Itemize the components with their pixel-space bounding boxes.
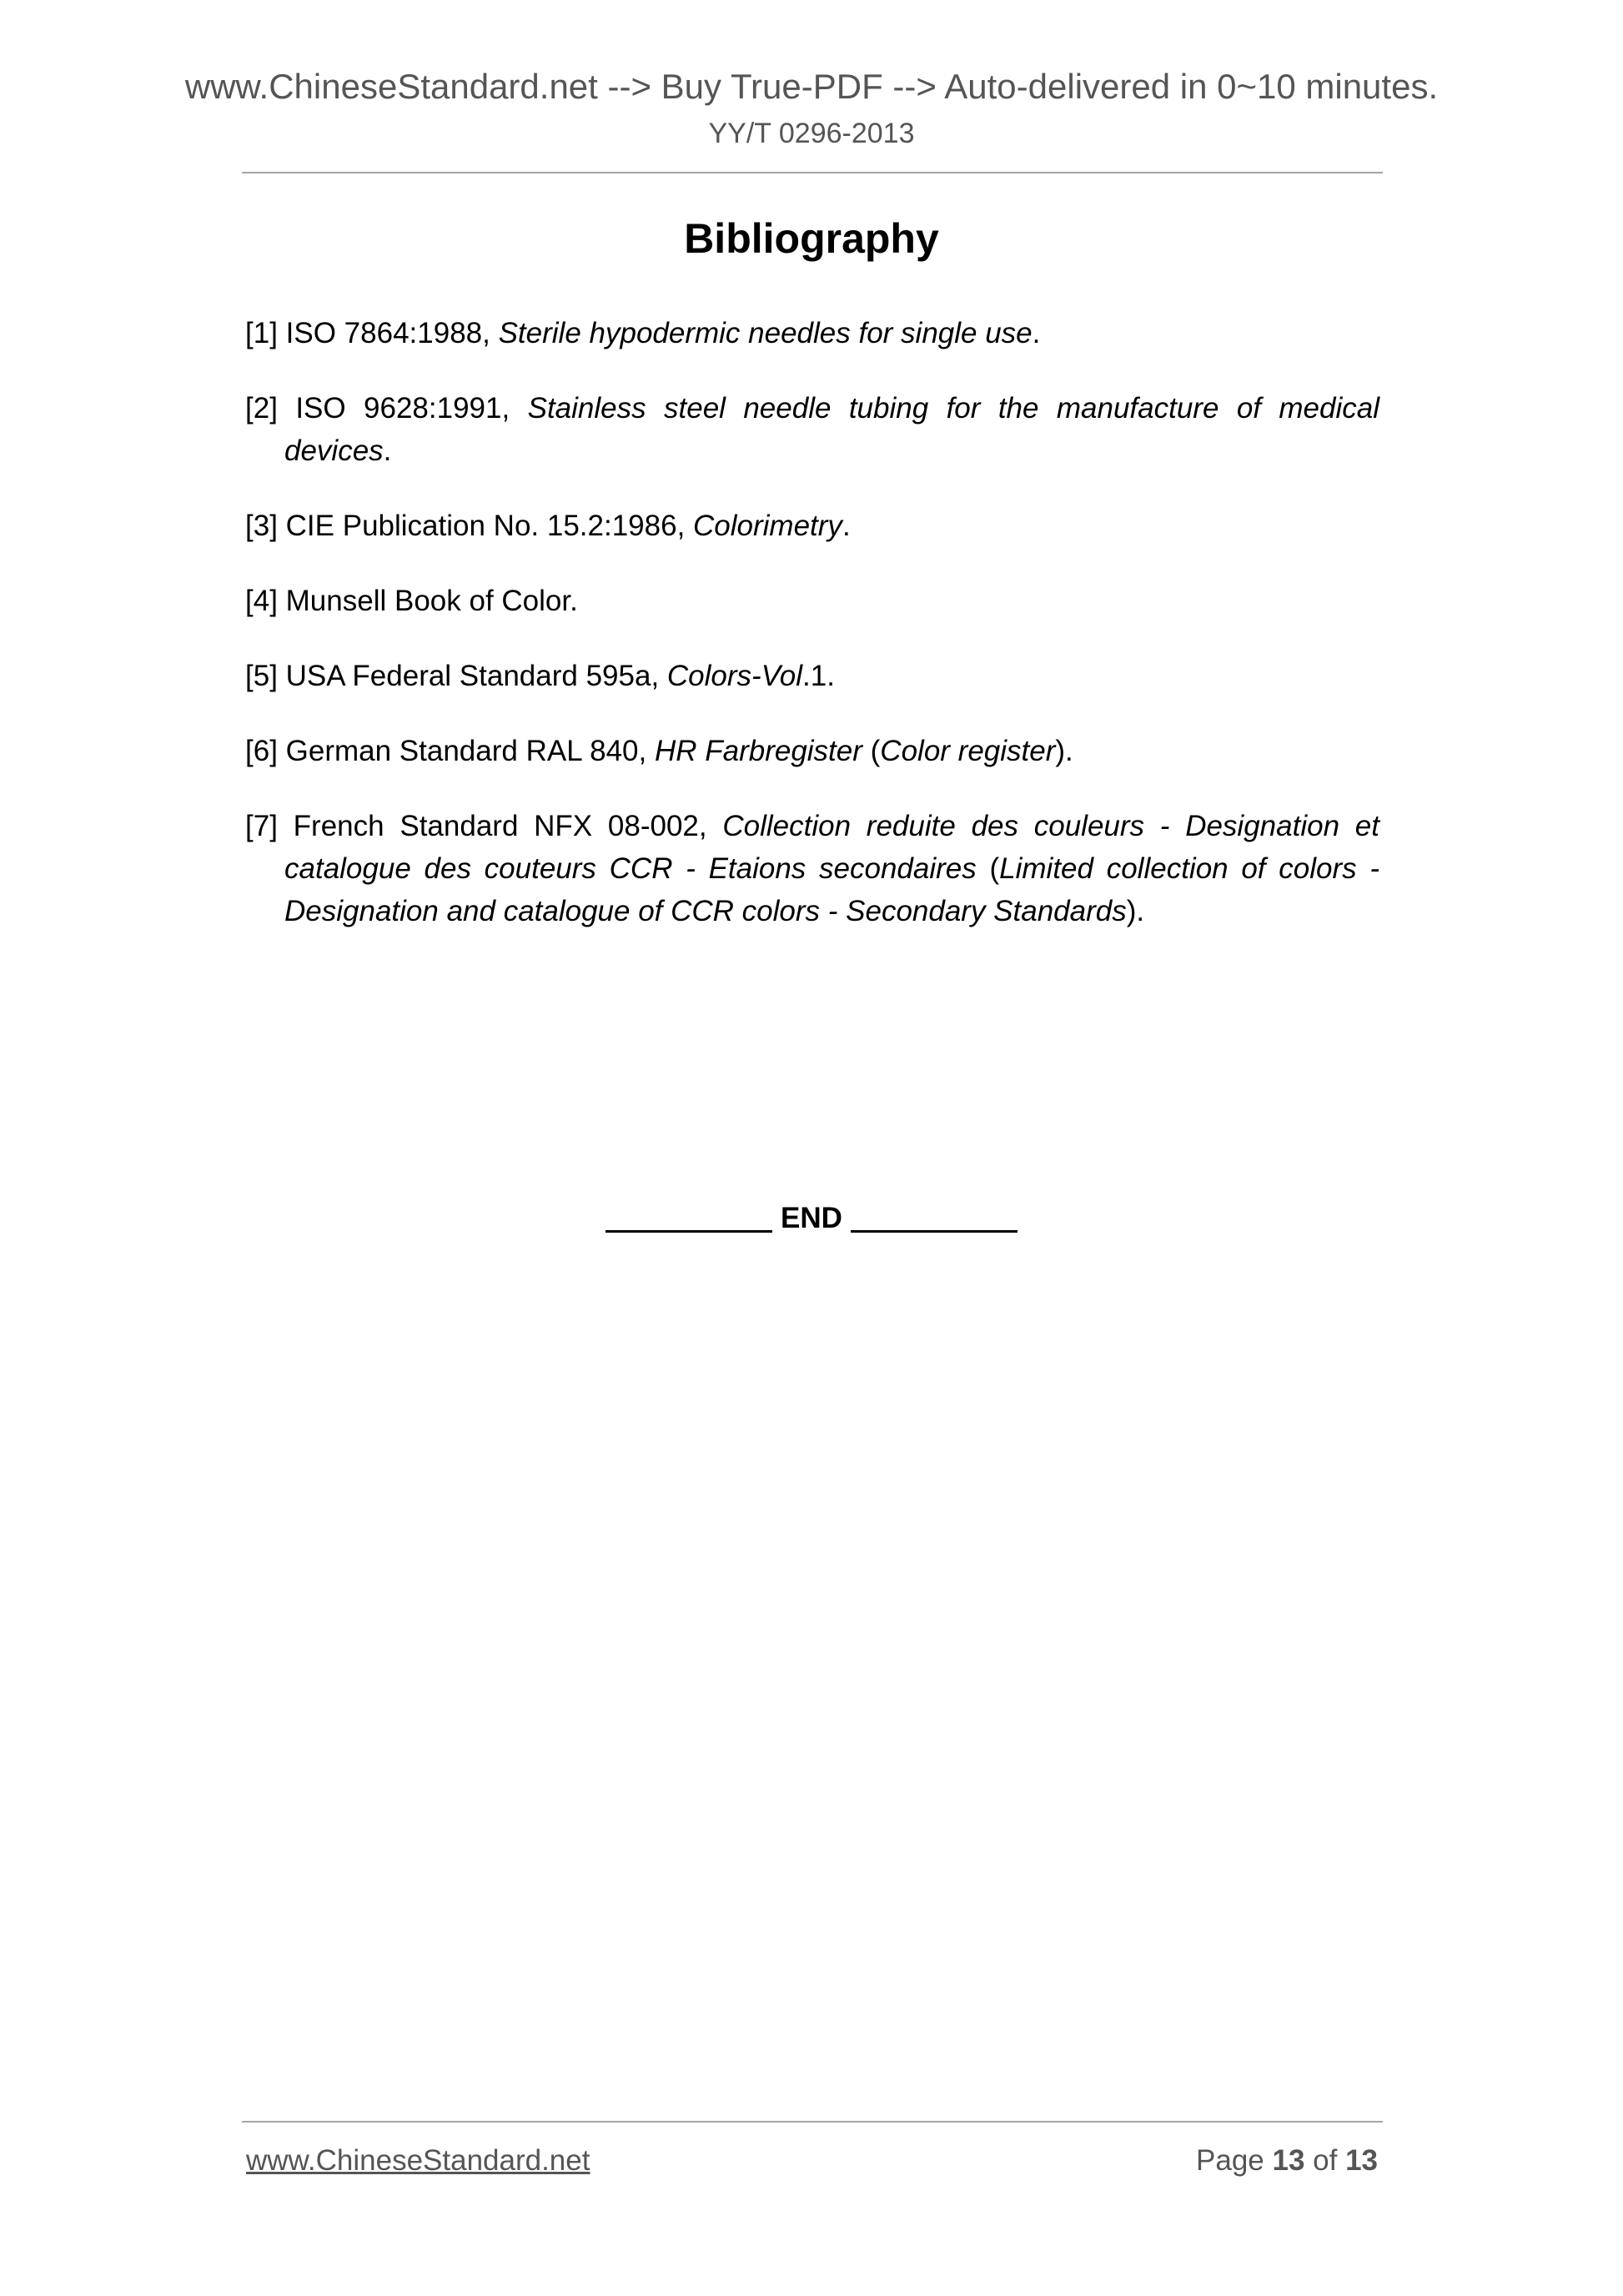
end-rule-left: [605, 1230, 772, 1233]
reference-2: [245, 387, 1379, 472]
reference-translated-title: Color register: [880, 735, 1056, 767]
reference-title: HR Farbregister: [654, 735, 862, 767]
reference-title: Stainless steel needle tubing for the manufacture of medical devices: [284, 392, 1380, 467]
footer-website-link[interactable]: www.ChineseStandard.net: [246, 2144, 590, 2177]
reference-mid: (: [862, 735, 881, 767]
end-mark: [0, 1198, 1623, 1239]
reference-number: [3]: [245, 510, 278, 542]
end-label: END: [781, 1202, 842, 1234]
page-current: 13: [1272, 2144, 1305, 2177]
reference-number: [1]: [245, 317, 278, 349]
bibliography-list: [245, 312, 1379, 965]
footer-divider: [242, 2121, 1383, 2123]
reference-number: [7]: [245, 810, 278, 842]
reference-text: Munsell Book of Color.: [285, 585, 578, 617]
page-number: [1196, 2143, 1378, 2179]
reference-number: [4]: [245, 585, 278, 617]
reference-tail: .: [842, 510, 851, 542]
reference-title: Sterile hypodermic needles for single use: [498, 317, 1033, 349]
page-mid: of: [1304, 2144, 1346, 2177]
reference-mid: (: [976, 852, 1000, 885]
reference-number: [5]: [245, 660, 278, 692]
reference-6: [245, 730, 1379, 772]
reference-tail: .: [1032, 317, 1041, 349]
reference-lead: ISO 9628:1991,: [295, 392, 528, 425]
reference-3: [245, 505, 1379, 547]
reference-1: [245, 312, 1379, 354]
reference-lead: French Standard NFX 08-002,: [293, 810, 723, 842]
reference-lead: CIE Publication No. 15.2:1986,: [285, 510, 694, 542]
reference-7: [245, 805, 1379, 932]
reference-lead: ISO 7864:1988,: [285, 317, 499, 349]
reference-number: [2]: [245, 392, 278, 425]
reference-title: Colorimetry: [693, 510, 842, 542]
reference-tail: ).: [1126, 895, 1145, 927]
reference-tail: ).: [1055, 735, 1073, 767]
reference-lead: German Standard RAL 840,: [285, 735, 655, 767]
reference-title: Collection reduite des couleurs - Designation et catalogue des couteurs CCR - Etaions secondaires: [284, 810, 1379, 885]
reference-translated-title: Limited collection of colors - Designation and catalogue of CCR colors - Secondary Standards: [284, 852, 1379, 927]
reference-title: Colors-Vol: [666, 660, 802, 692]
reference-5: [245, 655, 1379, 697]
page-prefix: Page: [1196, 2144, 1273, 2177]
header-divider: [242, 172, 1383, 173]
end-rule-right: [851, 1230, 1018, 1233]
page-title: Bibliography: [684, 215, 939, 262]
header-banner: www.ChineseStandard.net --> Buy True-PDF --> Auto-delivered in 0~10 minutes.: [184, 67, 1439, 106]
reference-tail: .1.: [802, 660, 835, 692]
reference-4: [245, 580, 1379, 622]
reference-number: [6]: [245, 735, 278, 767]
reference-lead: USA Federal Standard 595a,: [285, 660, 667, 692]
document-code: YY/T 0296-2013: [708, 118, 915, 149]
page-total: 13: [1345, 2144, 1378, 2177]
reference-tail: .: [383, 435, 392, 467]
